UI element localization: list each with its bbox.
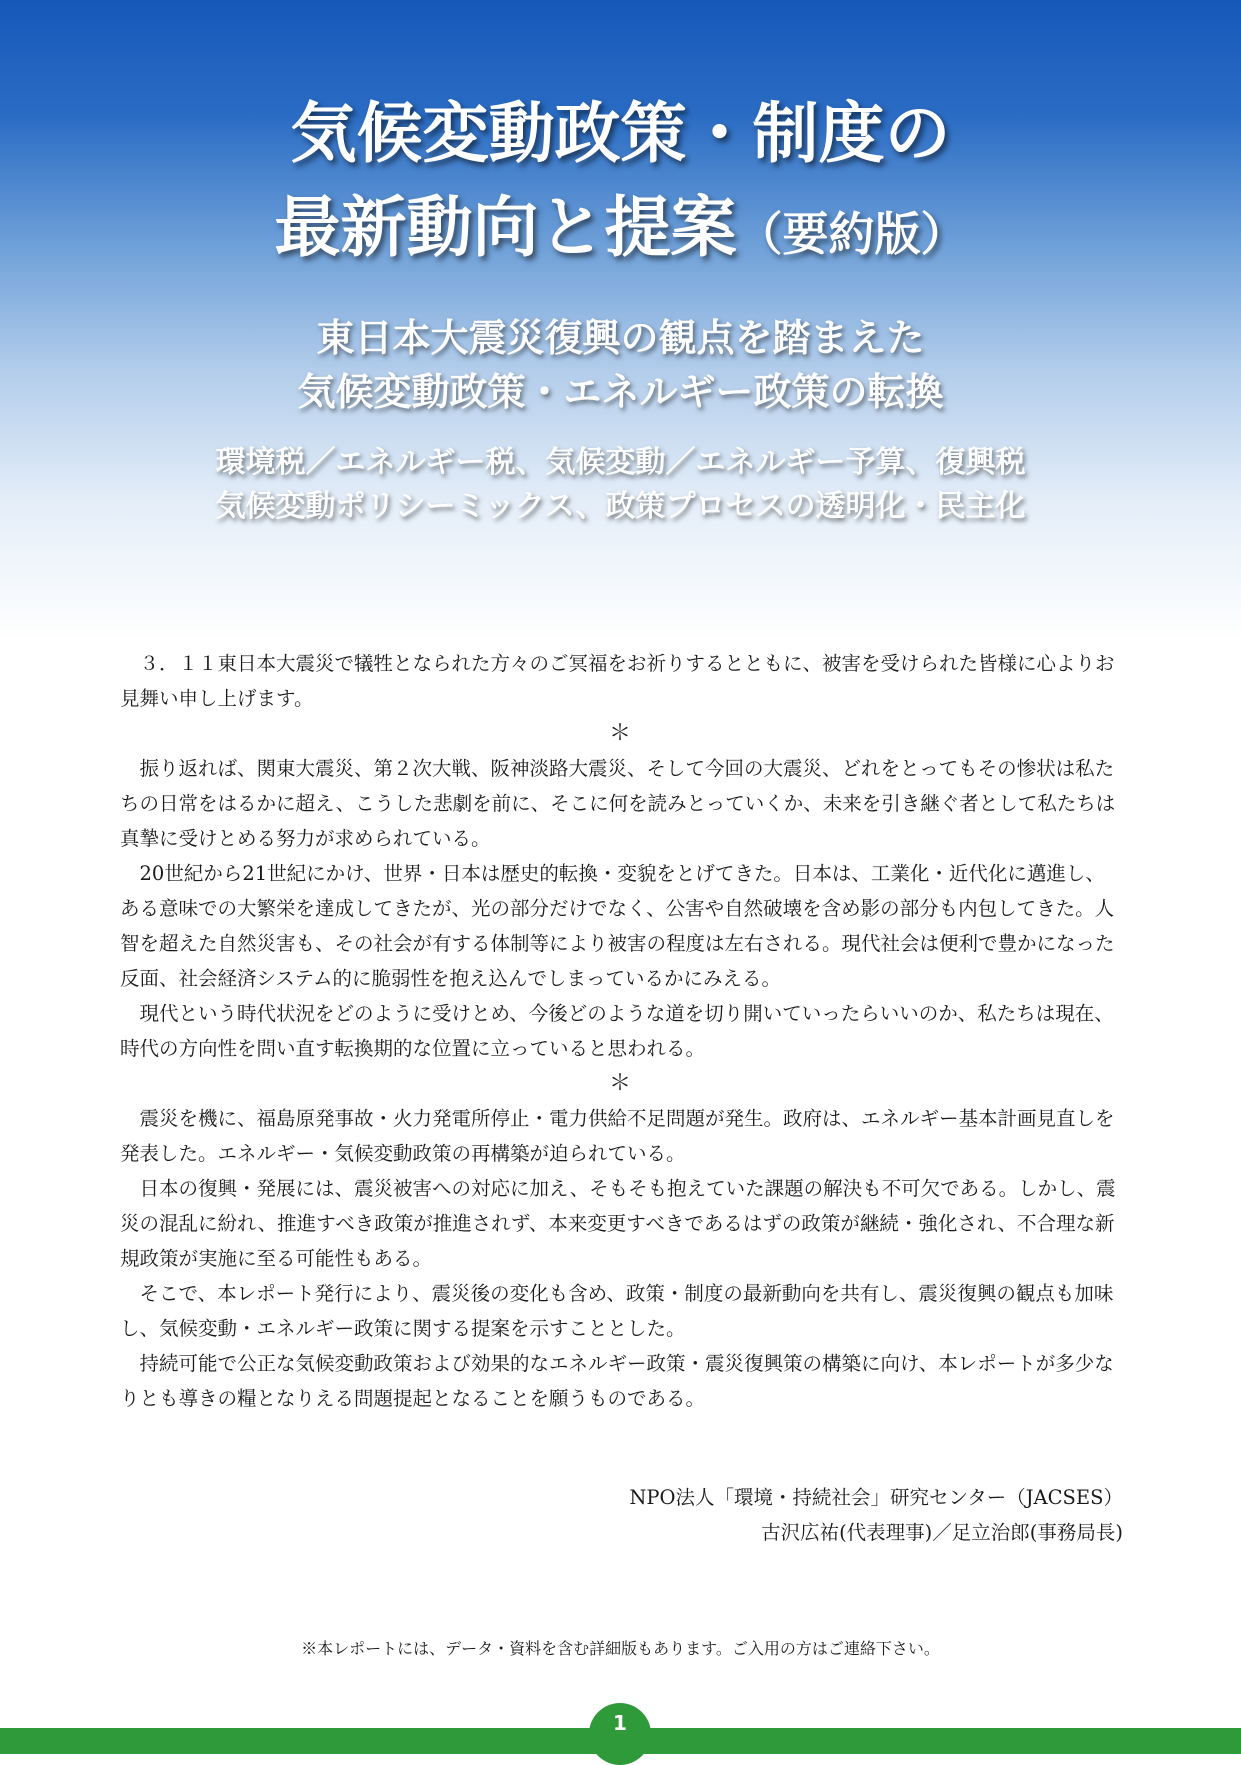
signature-organization: NPO法人「環境・持続社会」研究センター（JACSES） xyxy=(629,1486,1123,1509)
paragraph-5: 震災を機に、福島原発事故・火力発電所停止・電力供給不足問題が発生。政府は、エネルギー基本計画見直しを発表した。エネルギー・気候変動政策の再構築が迫られている。 xyxy=(120,1107,1115,1165)
signature-names: 古沢広祐(代表理事)／足立治郎(事務局長) xyxy=(761,1521,1123,1544)
subtitle-line1: 東日本大震災復興の観点を踏まえた xyxy=(316,316,925,360)
paragraph-4: 現代という時代状況をどのように受けとめ、今後どのような道を切り開いていったらいいのか、私たちは現在、時代の方向性を問い直す転換期的な位置に立っていると思われる。 xyxy=(120,1002,1114,1060)
document-title-line1: 気候変動政策・制度の xyxy=(290,94,951,172)
paragraph-3: 20世紀から21世紀にかけ、世界・日本は歴史的転換・変貌をとげてきた。日本は、工業化・近代化に邁進し、ある意味での大繁栄を達成してきたが、光の部分だけでなく、公害や自然破壊を含め影の部分も内包してきた。人智を超えた自然災害も、その社会が有する体制等により被害の程度は左右される。現代社会は便利で豊かになった反面、社会経済システム的に脆弱性を抱え込んでしまっているかにみえる。 xyxy=(120,862,1115,990)
body-text xyxy=(120,640,1120,1416)
page-number: 1 xyxy=(613,1711,627,1735)
paragraph-1: ３．１１東日本大震災で犠牲となられた方々のご冥福をお祈りするとともに、被害を受けられた皆様に心よりお見舞い申し上げます。 xyxy=(120,652,1115,710)
title-suffix: （要約版） xyxy=(736,207,967,261)
paragraph-6: 日本の復興・発展には、震災被害への対応に加え、そもそも抱えていた課題の解決も不可欠である。しかし、震災の混乱に紛れ、推進すべき政策が推進されず、本来変更すべきであるはずの政策が継続・強化され、不合理な新規政策が実施に至る可能性もある。 xyxy=(120,1177,1116,1270)
document-title-line2 xyxy=(0,182,1241,279)
separator-2: ＊ xyxy=(608,1071,631,1096)
signature xyxy=(629,1480,1123,1550)
keywords-line1: 環境税／エネルギー税、気候変動／エネルギー予算、復興税 xyxy=(215,445,1026,480)
paragraph-7: そこで、本レポート発行により、震災後の変化も含め、政策・制度の最新動向を共有し、震災復興の観点も加味し、気候変動・エネルギー政策に関する提案を示すこととした。 xyxy=(120,1282,1114,1340)
paragraph-8: 持続可能で公正な気候変動政策および効果的なエネルギー政策・震災復興策の構築に向け、本レポートが多少なりとも導きの糧となりえる問題提起となることを願うものである。 xyxy=(120,1352,1114,1410)
subtitle-line2: 気候変動政策・エネルギー政策の転換 xyxy=(297,370,944,414)
separator-1: ＊ xyxy=(608,721,631,746)
title-main: 最新動向と提案 xyxy=(274,188,737,266)
paragraph-2: 振り返れば、関東大震災、第２次大戦、阪神淡路大震災、そして今回の大震災、どれをとってもその惨状は私たちの日常をはるかに超え、こうした悲劇を前に、そこに何を読みとっていくか、未来を引き継ぐ者として私たちは真摯に受けとめる努力が求められている。 xyxy=(120,757,1116,850)
keywords-line2: 気候変動ポリシーミックス、政策プロセスの透明化・民主化 xyxy=(215,489,1026,524)
footer-note: ※本レポートには、データ・資料を含む詳細版もあります。ご入用の方はご連絡下さい。 xyxy=(301,1639,940,1658)
